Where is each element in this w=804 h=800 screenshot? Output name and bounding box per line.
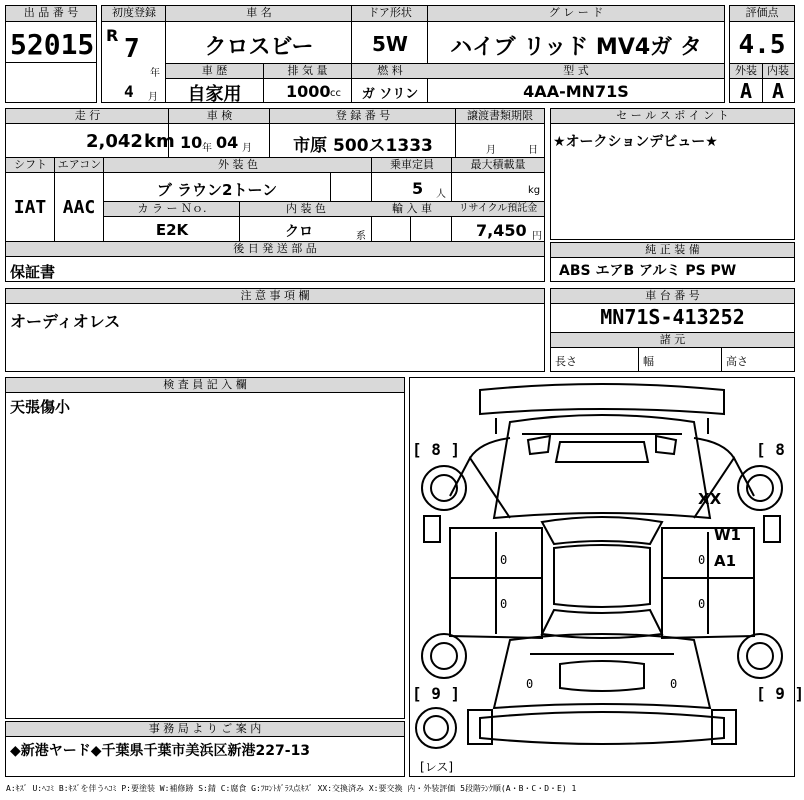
displacement-label: 排 気 量 xyxy=(263,64,352,79)
svg-text:0: 0 xyxy=(500,553,508,567)
notes-box xyxy=(5,288,545,372)
mileage-label: 走 行 xyxy=(6,109,169,124)
history-label: 車 歴 xyxy=(166,64,263,79)
car-name-label: 車 名 xyxy=(166,6,352,22)
inspection-month-unit: 月 xyxy=(242,143,252,154)
displacement: 1000 xyxy=(286,82,331,101)
shift-type: IAT xyxy=(13,197,47,218)
inspection-year-unit: 年 xyxy=(202,143,212,154)
door-type: 5W xyxy=(372,32,408,56)
transfer-day-unit: 日 xyxy=(528,145,538,156)
spare-value: レス xyxy=(424,760,449,774)
shift-label: シフト xyxy=(6,158,55,173)
grade: ハイブ リッド MV4ガ タ xyxy=(450,35,702,60)
spec-height-label: 高さ xyxy=(726,355,748,368)
inspector-box xyxy=(5,377,405,719)
tire-fr-bracket: [ 8 xyxy=(756,440,785,459)
reg-month: 4 xyxy=(124,82,134,101)
chassis-label: 車 台 番 号 xyxy=(551,289,794,304)
capacity: 5 xyxy=(412,179,424,198)
reg-year-unit: 年 xyxy=(150,68,160,79)
tire-rr-bracket: [ 9 ] xyxy=(756,684,804,703)
spec-length-label: 長さ xyxy=(555,355,577,368)
fuel: ガ ソリン xyxy=(361,87,419,102)
car-diagram xyxy=(409,377,804,777)
chassis-box xyxy=(550,288,795,372)
exterior-grade-label: 外装 xyxy=(730,64,762,79)
inspection-label: 車 検 xyxy=(169,109,270,124)
inspector-label: 検 査 員 記 入 欄 xyxy=(6,378,404,393)
exterior-grade: A xyxy=(739,79,753,103)
int-color: クロ xyxy=(285,224,313,240)
recycle-fee: 7,450 xyxy=(476,221,527,240)
ac-label: エアコン xyxy=(55,158,104,173)
ext-color: ブ ラウン2トーン xyxy=(156,181,278,199)
history: 自家用 xyxy=(187,84,242,105)
score: 4.5 xyxy=(738,30,786,60)
svg-text:0: 0 xyxy=(698,553,706,567)
office-box xyxy=(5,721,405,777)
sales-point-box xyxy=(550,108,795,240)
damage-mark-a1: A1 xyxy=(714,552,737,570)
tire-fr-depth: 8 xyxy=(775,440,785,459)
lot-number-box xyxy=(5,5,97,103)
era-letter: R xyxy=(106,26,119,45)
tire-rl-bracket: [ 9 ] xyxy=(412,684,461,703)
model-label: 型 式 xyxy=(428,64,724,79)
legend: A:ｷｽﾞ U:ﾍｺﾐ B:ｷｽﾞを伴うﾍｺﾐ P:要塗装 W:補修跡 S:錆 C:腐食 G:ﾌﾛﾝﾄｶﾞﾗｽ点ｷｽﾞ XX:交換済み X:要交換 内・外装評価 5段階ﾗﾝｸ順(A・B・C・D・E) 1 xyxy=(6,784,577,793)
office-note: ◆新港ヤード◆千葉県千葉市美浜区新港227-13 xyxy=(10,743,311,759)
score-box xyxy=(729,5,795,103)
office-label: 事 務 局 よ り ご 案 内 xyxy=(6,722,404,737)
spec-width-label: 幅 xyxy=(643,355,654,368)
later-parts: 保証書 xyxy=(10,263,56,281)
int-color-label: 内 装 色 xyxy=(240,202,372,217)
recycle-label: リサイクル預託金 xyxy=(452,202,544,217)
equipment: ABS エアB アルミ PS PW xyxy=(559,263,737,279)
reg-year: 7 xyxy=(124,34,140,64)
reg-month-unit: 月 xyxy=(148,92,158,103)
svg-text:0: 0 xyxy=(698,597,706,611)
interior-grade-label: 内装 xyxy=(762,64,794,79)
color-no-label: カ ラ ー Ｎｏ. xyxy=(104,202,240,217)
notes: オーディオレス xyxy=(10,312,121,331)
first-reg-label: 初度登録 xyxy=(102,6,166,22)
ext-color-label: 外 装 色 xyxy=(104,158,372,173)
notes-label: 注 意 事 項 欄 xyxy=(6,289,544,304)
max-load-label: 最大積載量 xyxy=(452,158,544,173)
tire-fl-bracket: [ 8 ] xyxy=(412,440,461,459)
equipment-label: 純 正 装 備 xyxy=(551,243,794,258)
door-label: ドア形状 xyxy=(352,6,428,22)
int-color-unit: 系 xyxy=(356,231,366,242)
svg-text:0: 0 xyxy=(500,597,508,611)
damage-mark-xx: XX xyxy=(698,490,722,508)
recycle-unit: 円 xyxy=(532,231,542,242)
sales-point-label: セ ー ル ス ポ イ ン ト xyxy=(551,109,794,124)
later-parts-label: 後 日 発 送 部 品 xyxy=(6,242,544,257)
car-outline xyxy=(410,378,794,776)
specs-label: 諸 元 xyxy=(551,333,794,348)
lot-number-label: 出 品 番 号 xyxy=(6,6,96,22)
mileage: 2,042 xyxy=(86,131,143,152)
tire-fl-depth: 8 xyxy=(431,440,441,459)
sales-point: ★オークションデビュー★ xyxy=(553,134,718,150)
vehicle-header-box xyxy=(101,5,725,103)
transfer-label: 譲渡書類期限 xyxy=(456,109,544,124)
registration-label: 登 録 番 号 xyxy=(270,109,456,124)
car-name: クロスビー xyxy=(204,35,314,60)
tire-rr-depth: 9 xyxy=(775,684,785,703)
chassis-number: MN71S-413252 xyxy=(600,305,745,329)
damage-mark-w1: W1 xyxy=(714,526,741,544)
color-no: E2K xyxy=(155,221,189,239)
score-label: 評価点 xyxy=(730,6,794,22)
lot-number: 52015 xyxy=(10,28,95,61)
mileage-unit: km xyxy=(144,131,175,152)
fuel-label: 燃 料 xyxy=(352,64,428,79)
vehicle-detail-box xyxy=(5,108,545,282)
svg-text:0: 0 xyxy=(670,677,678,691)
svg-text:0: 0 xyxy=(526,677,534,691)
transfer-month-unit: 月 xyxy=(486,145,496,156)
max-load-unit: kg xyxy=(528,185,541,196)
interior-grade: A xyxy=(771,79,785,103)
registration-number: 市原 500ス1333 xyxy=(293,136,433,156)
capacity-label: 乗車定員 xyxy=(372,158,452,173)
inspector-note: 天張傷小 xyxy=(10,398,71,416)
capacity-unit: 人 xyxy=(436,189,446,200)
spare-label: [レス] xyxy=(420,760,454,774)
grade-label: グ レ ー ド xyxy=(428,6,724,22)
inspection-month: 04 xyxy=(216,133,239,152)
equipment-box xyxy=(550,242,795,282)
model-type: 4AA-MN71S xyxy=(523,82,629,101)
import-label: 輸 入 車 xyxy=(372,202,452,217)
inspection-year: 10 xyxy=(180,133,203,152)
ac-type: AAC xyxy=(62,197,96,218)
displacement-unit: cc xyxy=(330,88,341,99)
tire-rl-depth: 9 xyxy=(431,684,441,703)
